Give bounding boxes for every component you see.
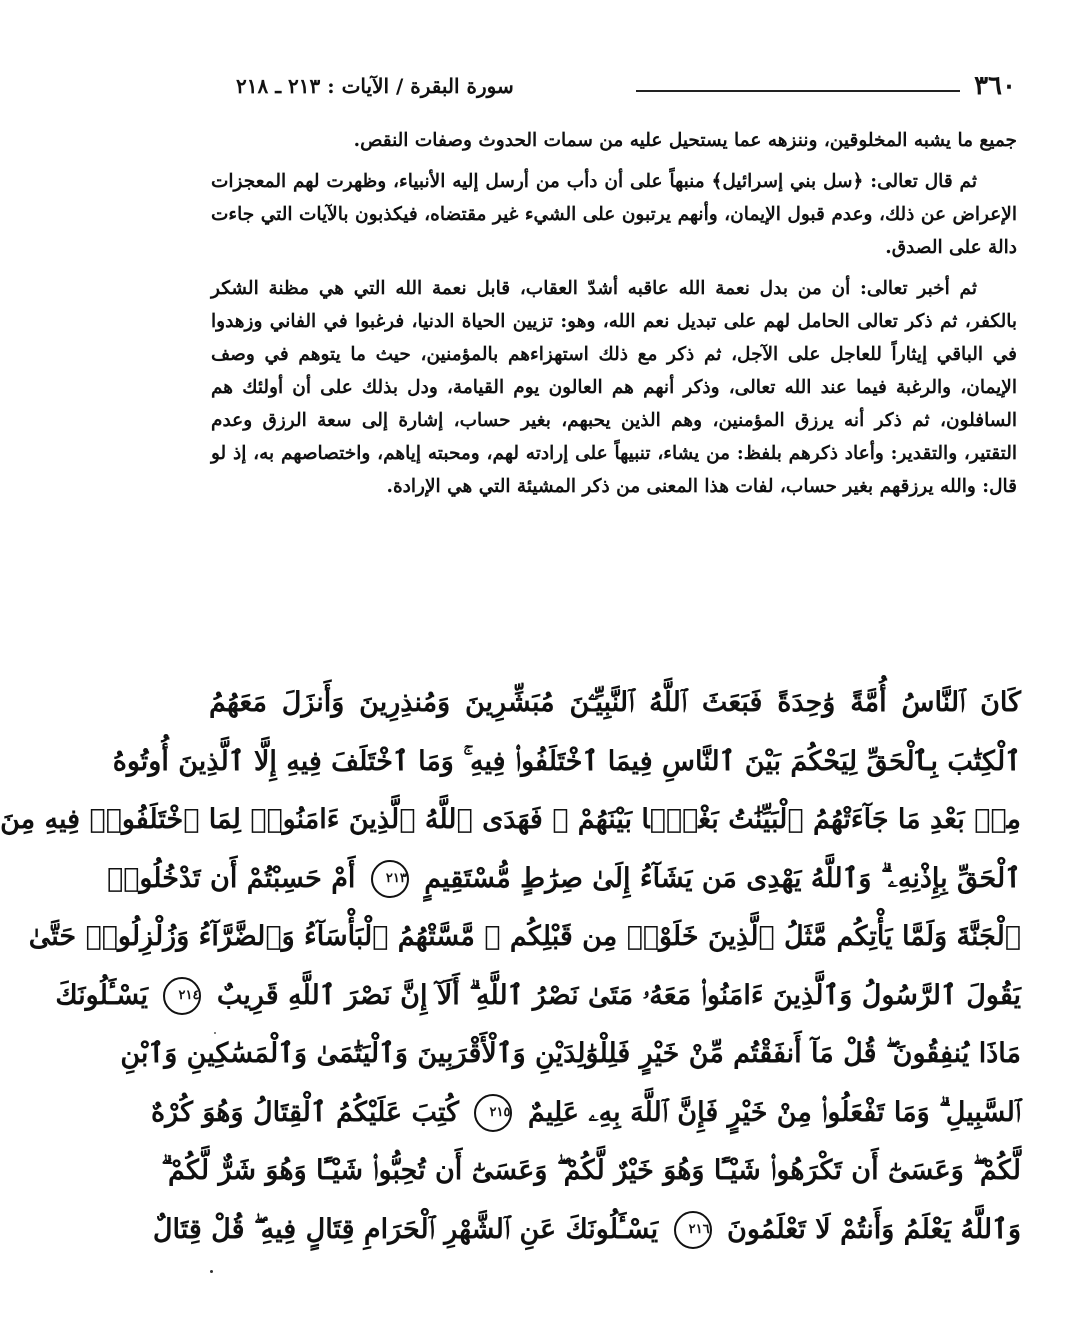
verse-line xyxy=(0,791,1021,850)
verse-line xyxy=(55,967,1021,1026)
header-rule xyxy=(636,90,960,92)
verse-line xyxy=(120,1025,1021,1084)
verse-line xyxy=(106,850,1021,909)
verse-text: ٱلْجَنَّةَ وَلَمَّا يَأْتِكُم مَّثَلُ ٱلَّذِينَ خَلَوْا۟ مِن قَبْلِكُم ۖ مَّسَّتْهُمُ ٱلْبَأْسَآءُ وَٱلضَّرَّآءُ وَزُلْزِلُوا۟ حَتَّىٰ xyxy=(28,921,1021,952)
verse-text: يَسْـَٔلُونَكَ عَنِ ٱلشَّهْرِ ٱلْحَرَامِ قِتَالٍ فِيهِ ۖ قُلْ قِتَالٌ xyxy=(152,1213,659,1245)
commentary-paragraph: جميع ما يشبه المخلوقين، وننزهه عما يستحيل عليه من سمات الحدوث وصفات النقص. xyxy=(353,130,1017,151)
print-speck xyxy=(210,1270,213,1273)
ayah-number-marker: ٢١٦ xyxy=(674,1211,712,1249)
verse-text: يَقُولَ ٱلرَّسُولُ وَٱلَّذِينَ ءَامَنُوا۟ مَعَهُۥ مَتَىٰ نَصْرُ ٱللَّهِ ۗ أَلَآ إِنَّ نَصْرَ ٱللَّهِ قَرِيبٌ xyxy=(216,979,1021,1011)
commentary-paragraph: ثم أخبر تعالى: أن من بدل نعمة الله عاقبه أشدّ العقاب، قابل نعمة الله التي هي مظنة الشكر بالكفر، ثم ذكر تعالى الحامل لهم على تبديل نعم الله، وهو: تزيين الحياة الدنيا، فرغبوا في الفاني وزهدوا في الباقي إيثاراً للعاجل على الآجل، ثم ذكر مع ذلك استهزاءهم بالمؤمنين، حيث ما يتوهم في وصف الإيمان، والرغبة فيما عند الله تعالى، وذكر أنهم هم العالون يوم القيامة، ودل بذلك على أن أولئك هم السافلون، ثم ذكر أنه يرزق المؤمنين، وهم الذين يحبهم، بغير حساب، إشارة إلى سعة الرزق وعدم التقتير، والتقدير: وأعاد ذكرهم بلفظ: من يشاء، تنبيهاً على إرادته لهم، ومحبته إياهم، واختصاصهم به، إذ لو قال: والله يرزقهم بغير حساب، لفات هذا المعنى من ذكر المشيئة التي هي الإرادة. xyxy=(211,278,1017,497)
verse-text: كُتِبَ عَلَيْكُمُ ٱلْقِتَالُ وَهُوَ كُرْهٌ xyxy=(151,1096,460,1128)
verse-text: ٱلسَّبِيلِ ۗ وَمَا تَفْعَلُوا۟ مِنْ خَيْرٍ فَإِنَّ ٱللَّهَ بِهِۦ عَلِيمٌ xyxy=(527,1096,1021,1128)
verse-text: ٱلْكِتَٰبَ بِٱلْحَقِّ لِيَحْكُمَ بَيْنَ ٱلنَّاسِ فِيمَا ٱخْتَلَفُوا۟ فِيهِ ۚ وَمَا ٱخْتَلَفَ فِيهِ إِلَّا ٱلَّذِينَ أُوتُوهُ xyxy=(112,745,1021,777)
print-speck xyxy=(214,1032,216,1034)
tafsir-commentary xyxy=(211,124,1017,511)
verse-text: يَسْـَٔلُونَكَ xyxy=(55,979,149,1011)
page-number: ٣٦٠ xyxy=(974,71,1016,101)
verse-line xyxy=(112,733,1021,792)
verse-line xyxy=(209,674,1021,733)
verse-line xyxy=(28,908,1021,967)
verse-text: أَمْ حَسِبْتُمْ أَن تَدْخُلُوا۟ xyxy=(106,862,356,894)
verse-text: مِنۢ بَعْدِ مَا جَآءَتْهُمُ ٱلْبَيِّنَٰتُ بَغْيًۢا بَيْنَهُمْ ۖ فَهَدَى ٱللَّهُ ٱلَّذِينَ ءَامَنُوا۟ لِمَا ٱخْتَلَفُوا۟ فِيهِ مِنَ xyxy=(0,804,1021,835)
verse-text: ٱلْحَقِّ بِإِذْنِهِۦ ۗ وَٱللَّهُ يَهْدِى مَن يَشَآءُ إِلَىٰ صِرَٰطٍ مُّسْتَقِيمٍ xyxy=(424,862,1021,894)
ayah-number-marker: ٢١٥ xyxy=(474,1094,512,1132)
verse-text: كَانَ ٱلنَّاسُ أُمَّةً وَٰحِدَةً فَبَعَثَ ٱللَّهُ ٱلنَّبِيِّـۧنَ مُبَشِّرِينَ وَمُنذِرِينَ وَأَنزَلَ مَعَهُمُ xyxy=(209,687,1021,718)
surah-title: سورة البقرة / الآيات : ٢١٣ ـ ٢١٨ xyxy=(236,74,514,98)
verse-line xyxy=(151,1084,1021,1143)
verse-line xyxy=(152,1201,1021,1260)
ayah-number-marker: ٢١٤ xyxy=(163,977,201,1015)
page-header xyxy=(236,68,1016,108)
verse-text: مَاذَا يُنفِقُونَ ۖ قُلْ مَآ أَنفَقْتُم مِّنْ خَيْرٍ فَلِلْوَٰلِدَيْنِ وَٱلْأَقْرَبِينَ وَٱلْيَتَٰمَىٰ وَٱلْمَسَٰكِينِ وَٱبْنِ xyxy=(120,1038,1021,1069)
ayah-number-marker: ٢١٣ xyxy=(371,860,409,898)
quran-verses xyxy=(0,674,1021,1259)
verse-text: وَٱللَّهُ يَعْلَمُ وَأَنتُمْ لَا تَعْلَمُونَ xyxy=(727,1213,1021,1245)
commentary-paragraph: ثم قال تعالى: ﴿سل بني إسرائيل﴾ منبهاً على أن دأب من أرسل إليه الأنبياء، وظهرت لهم المعجزات الإعراض عن ذلك، وعدم قبول الإيمان، وأنهم يرتبون على الشيء غير مقتضاه، فيكذبون بالآيات التي جاءت دالة على الصدق. xyxy=(211,171,1017,258)
verse-line xyxy=(161,1142,1021,1201)
verse-text: لَّكُمْ ۖ وَعَسَىٰٓ أَن تَكْرَهُوا۟ شَيْـًٔا وَهُوَ خَيْرٌ لَّكُمْ ۖ وَعَسَىٰٓ أَن تُحِبُّوا۟ شَيْـًٔا وَهُوَ شَرٌّ لَّكُمْ ۗ xyxy=(161,1155,1021,1186)
